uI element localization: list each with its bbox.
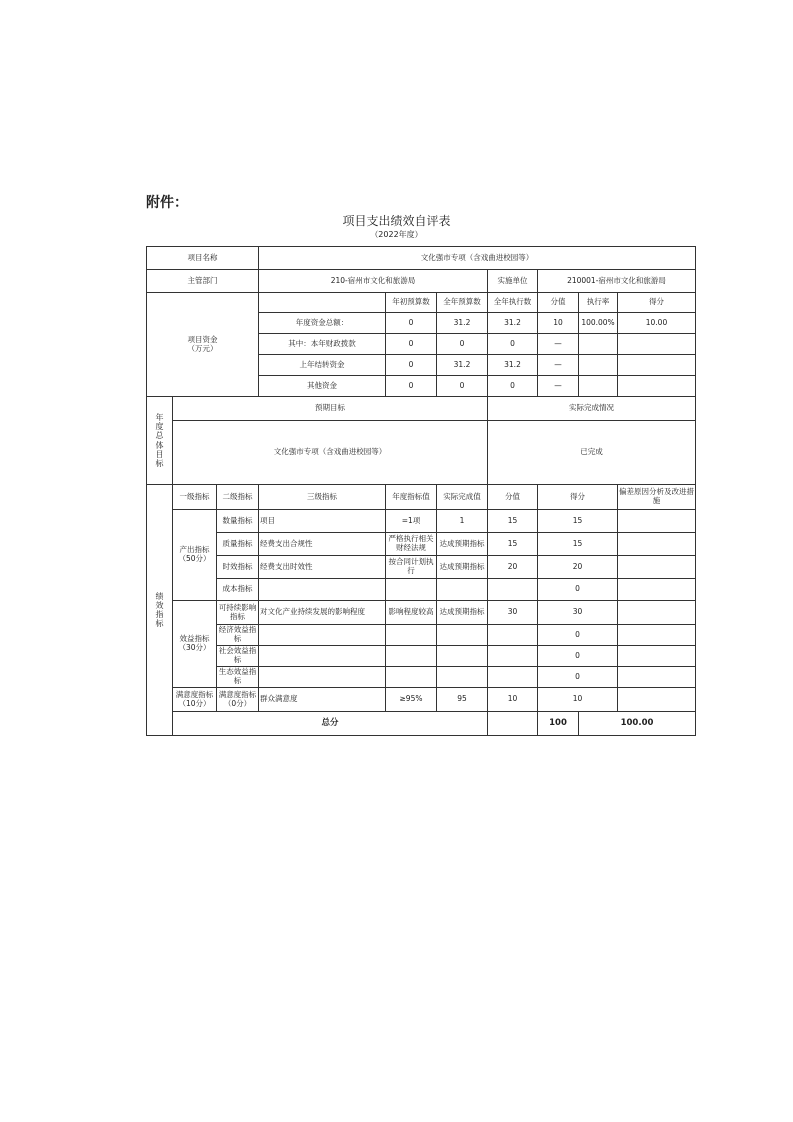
goals-label: 年 度 总 体 目 标 bbox=[147, 397, 173, 485]
target bbox=[386, 646, 437, 667]
weight: 15 bbox=[488, 533, 538, 556]
indicator-header: 二级指标 bbox=[217, 485, 259, 510]
indicators-label: 绩 效 指 标 bbox=[147, 485, 173, 736]
weight: 20 bbox=[488, 556, 538, 579]
table-row bbox=[147, 712, 696, 736]
funds-header: 分值 bbox=[538, 293, 579, 313]
unit-value: 210001-宿州市文化和旅游局 bbox=[538, 270, 696, 293]
weight bbox=[488, 667, 538, 688]
target: 按合同计划执行 bbox=[386, 556, 437, 579]
level2: 时效指标 bbox=[217, 556, 259, 579]
score: 0 bbox=[538, 579, 618, 601]
table-row bbox=[147, 646, 696, 667]
funds-weight: 10 bbox=[538, 313, 579, 334]
funds-rate bbox=[579, 355, 618, 376]
level2: 生态效益指标 bbox=[217, 667, 259, 688]
effect-indicator-label: 效益指标 （30分） bbox=[173, 601, 217, 688]
table-row bbox=[147, 579, 696, 601]
actual: 1 bbox=[437, 510, 488, 533]
actual-goal: 已完成 bbox=[488, 421, 696, 485]
target bbox=[386, 579, 437, 601]
target: ≥95% bbox=[386, 688, 437, 712]
indicator-header: 实际完成值 bbox=[437, 485, 488, 510]
total-score: 100.00 bbox=[579, 712, 696, 736]
funds-header-blank bbox=[259, 293, 386, 313]
table-row bbox=[147, 601, 696, 625]
indicator-header: 偏差原因分析及改进措施 bbox=[618, 485, 696, 510]
score: 0 bbox=[538, 646, 618, 667]
total-blank bbox=[488, 712, 538, 736]
actual bbox=[437, 625, 488, 646]
note bbox=[618, 667, 696, 688]
funds-initial: 0 bbox=[386, 355, 437, 376]
funds-rate bbox=[579, 334, 618, 355]
funds-score: 10.00 bbox=[618, 313, 696, 334]
level2: 社会效益指标 bbox=[217, 646, 259, 667]
target: 影响程度较高 bbox=[386, 601, 437, 625]
note bbox=[618, 646, 696, 667]
funds-row-label: 其他资金 bbox=[259, 376, 386, 397]
funds-initial: 0 bbox=[386, 334, 437, 355]
funds-executed: 0 bbox=[488, 376, 538, 397]
level3: 群众满意度 bbox=[259, 688, 386, 712]
actual: 达成预期指标 bbox=[437, 556, 488, 579]
table-row bbox=[147, 485, 696, 510]
funds-row-label: 年度资金总额： bbox=[259, 313, 386, 334]
note bbox=[618, 579, 696, 601]
funds-header: 年初预算数 bbox=[386, 293, 437, 313]
weight: 15 bbox=[488, 510, 538, 533]
actual bbox=[437, 667, 488, 688]
funds-executed: 31.2 bbox=[488, 313, 538, 334]
level2: 数量指标 bbox=[217, 510, 259, 533]
total-weight: 100 bbox=[538, 712, 579, 736]
level3 bbox=[259, 625, 386, 646]
level2: 经济效益指标 bbox=[217, 625, 259, 646]
level3: 项目 bbox=[259, 510, 386, 533]
note bbox=[618, 510, 696, 533]
funds-executed: 0 bbox=[488, 334, 538, 355]
funds-row-label: 其中：本年财政拨款 bbox=[259, 334, 386, 355]
weight bbox=[488, 579, 538, 601]
funds-annual: 31.2 bbox=[437, 313, 488, 334]
score: 15 bbox=[538, 510, 618, 533]
funds-row-label: 上年结转资金 bbox=[259, 355, 386, 376]
level3: 经费支出时效性 bbox=[259, 556, 386, 579]
table-row bbox=[147, 397, 696, 421]
table-row bbox=[147, 510, 696, 533]
project-name: 文化强市专项（含戏曲进校园等） bbox=[259, 247, 696, 270]
satisfaction-indicator-label: 满意度指标（10分） bbox=[173, 688, 217, 712]
funds-header: 全年执行数 bbox=[488, 293, 538, 313]
funds-score bbox=[618, 355, 696, 376]
total-label: 总分 bbox=[173, 712, 488, 736]
weight bbox=[488, 646, 538, 667]
score: 20 bbox=[538, 556, 618, 579]
level2: 满意度指标（0分） bbox=[217, 688, 259, 712]
funds-rate: 100.00% bbox=[579, 313, 618, 334]
funds-executed: 31.2 bbox=[488, 355, 538, 376]
actual-goal-label: 实际完成情况 bbox=[488, 397, 696, 421]
weight bbox=[488, 625, 538, 646]
level2: 成本指标 bbox=[217, 579, 259, 601]
project-name-label: 项目名称 bbox=[147, 247, 259, 270]
table-row bbox=[147, 625, 696, 646]
score: 30 bbox=[538, 601, 618, 625]
funds-label: 项目资金 （万元） bbox=[147, 293, 259, 397]
target: =1项 bbox=[386, 510, 437, 533]
level3 bbox=[259, 667, 386, 688]
weight: 30 bbox=[488, 601, 538, 625]
table-row bbox=[147, 533, 696, 556]
funds-annual: 0 bbox=[437, 334, 488, 355]
table-row bbox=[147, 247, 696, 270]
target bbox=[386, 625, 437, 646]
funds-header: 执行率 bbox=[579, 293, 618, 313]
level2: 可持续影响指标 bbox=[217, 601, 259, 625]
table-row bbox=[147, 421, 696, 485]
note bbox=[618, 601, 696, 625]
actual: 95 bbox=[437, 688, 488, 712]
indicator-header: 分值 bbox=[488, 485, 538, 510]
target: 严格执行相关财经法规 bbox=[386, 533, 437, 556]
score: 0 bbox=[538, 625, 618, 646]
funds-score bbox=[618, 334, 696, 355]
performance-table bbox=[146, 246, 696, 736]
level3 bbox=[259, 579, 386, 601]
note bbox=[618, 625, 696, 646]
funds-weight: — bbox=[538, 355, 579, 376]
funds-header: 得分 bbox=[618, 293, 696, 313]
score: 15 bbox=[538, 533, 618, 556]
table-row bbox=[147, 270, 696, 293]
indicator-header: 一级指标 bbox=[173, 485, 217, 510]
funds-weight: — bbox=[538, 376, 579, 397]
attachment-label: 附件： bbox=[146, 195, 188, 211]
dept-value: 210-宿州市文化和旅游局 bbox=[259, 270, 488, 293]
weight: 10 bbox=[488, 688, 538, 712]
dept-label: 主管部门 bbox=[147, 270, 259, 293]
table-row bbox=[147, 688, 696, 712]
funds-annual: 0 bbox=[437, 376, 488, 397]
note bbox=[618, 533, 696, 556]
funds-rate bbox=[579, 376, 618, 397]
actual bbox=[437, 646, 488, 667]
indicator-header: 年度指标值 bbox=[386, 485, 437, 510]
funds-initial: 0 bbox=[386, 313, 437, 334]
table-row bbox=[147, 667, 696, 688]
table-row bbox=[147, 556, 696, 579]
indicator-header: 得分 bbox=[538, 485, 618, 510]
expected-goal: 文化强市专项（含戏曲进校园等） bbox=[173, 421, 488, 485]
expected-goal-label: 预期目标 bbox=[173, 397, 488, 421]
level3: 对文化产业持续发展的影响程度 bbox=[259, 601, 386, 625]
funds-header: 全年预算数 bbox=[437, 293, 488, 313]
level3: 经费支出合规性 bbox=[259, 533, 386, 556]
indicator-header: 三级指标 bbox=[259, 485, 386, 510]
actual bbox=[437, 579, 488, 601]
page-title: 项目支出绩效自评表 bbox=[342, 214, 451, 228]
year-subtitle: （2022年度） bbox=[370, 230, 423, 239]
note bbox=[618, 688, 696, 712]
funds-score bbox=[618, 376, 696, 397]
funds-weight: — bbox=[538, 334, 579, 355]
funds-initial: 0 bbox=[386, 376, 437, 397]
level3 bbox=[259, 646, 386, 667]
unit-label: 实施单位 bbox=[488, 270, 538, 293]
funds-annual: 31.2 bbox=[437, 355, 488, 376]
actual: 达成预期指标 bbox=[437, 601, 488, 625]
score: 10 bbox=[538, 688, 618, 712]
target bbox=[386, 667, 437, 688]
output-indicator-label: 产出指标 （50分） bbox=[173, 510, 217, 601]
level2: 质量指标 bbox=[217, 533, 259, 556]
actual: 达成预期指标 bbox=[437, 533, 488, 556]
score: 0 bbox=[538, 667, 618, 688]
table-row bbox=[147, 293, 696, 313]
note bbox=[618, 556, 696, 579]
